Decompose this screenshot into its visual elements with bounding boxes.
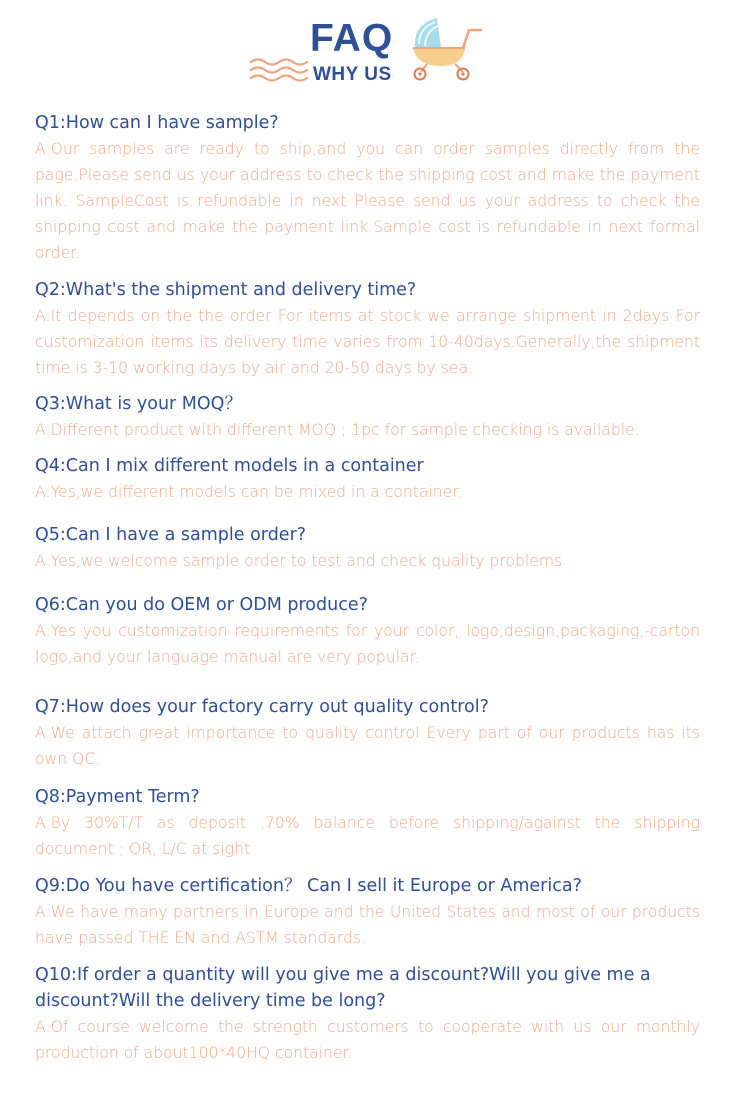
faq-item-9	[35, 873, 700, 951]
page-subtitle: WHY US	[313, 64, 392, 85]
faq-item-3	[35, 391, 700, 443]
faq-item-10	[35, 962, 700, 1066]
faq-question: Q8:Payment Term?	[35, 787, 200, 807]
faq-question: Q10:If order a quantity will you give me a discount?Will you give me a discount?Will the delivery time be long?	[35, 965, 651, 1011]
faq-answer: A:Yes,we different models can be mixed in a container.	[35, 483, 463, 501]
faq-answer: A:It depends on the the order For items at stock we arrange shipment in 2days For customization items its delivery time varies from 10-40days.Generally,the shipment time is 3-10 working days by air and 20-50 days by sea.	[35, 307, 700, 377]
waves-icon	[249, 56, 311, 84]
baby-stroller-icon	[405, 14, 485, 82]
faq-question: Q7:How does your factory carry out quality control?	[35, 697, 489, 717]
faq-answer: A:We have many partners in Europe and the United States and most of our products have passed THE EN and ASTM standards.	[35, 903, 700, 947]
faq-answer: A:Different product with different MOQ ; 1pc for sample checking is available.	[35, 421, 640, 439]
faq-answer: A:We attach great importance to quality control Every part of our products has its own QC.	[35, 724, 700, 768]
faq-answer: A:By 30%T/T as deposit ,70% balance before shipping/against the shipping document ; OR, L/C at sight	[35, 814, 700, 858]
faq-answer: A:Of course welcome the strength customers to cooperate with us our monthly production of about100*40HQ container.	[35, 1018, 700, 1062]
faq-item-7	[35, 694, 700, 772]
faq-item-4	[35, 453, 700, 505]
faq-item-1	[35, 110, 700, 266]
faq-item-8	[35, 784, 700, 862]
faq-question: Q9:Do You have certification？ Can I sell it Europe or America?	[35, 876, 582, 896]
faq-question: Q1:How can I have sample?	[35, 113, 279, 133]
faq-question: Q2:What's the shipment and delivery time?	[35, 280, 417, 300]
faq-question: Q3:What is your MOQ？	[35, 394, 242, 414]
faq-header	[0, 0, 750, 100]
faq-answer: A:Yes,we welcome sample order to test and check quality problems	[35, 552, 563, 570]
faq-question: Q4:Can I mix different models in a container	[35, 456, 424, 476]
faq-item-5	[35, 522, 700, 574]
faq-item-2	[35, 277, 700, 381]
faq-item-6	[35, 592, 700, 670]
faq-answer: A:Our samples are ready to ship,and you can order samples directly from the page.Please send us your address to check the shipping cost and make the payment link. SampleCost is refundable in next Please send us your address to check the shipping cost and make the payment link.Sample cost is refundable in next formal order.	[35, 140, 700, 262]
faq-question: Q5:Can I have a sample order?	[35, 525, 307, 545]
faq-question: Q6:Can you do OEM or ODM produce?	[35, 595, 368, 615]
faq-answer: A:Yes you customization requirements for your color, logo,design,packaging,-carton logo,and your language manual are very popular.	[35, 622, 700, 666]
page-title: FAQ	[310, 17, 394, 60]
